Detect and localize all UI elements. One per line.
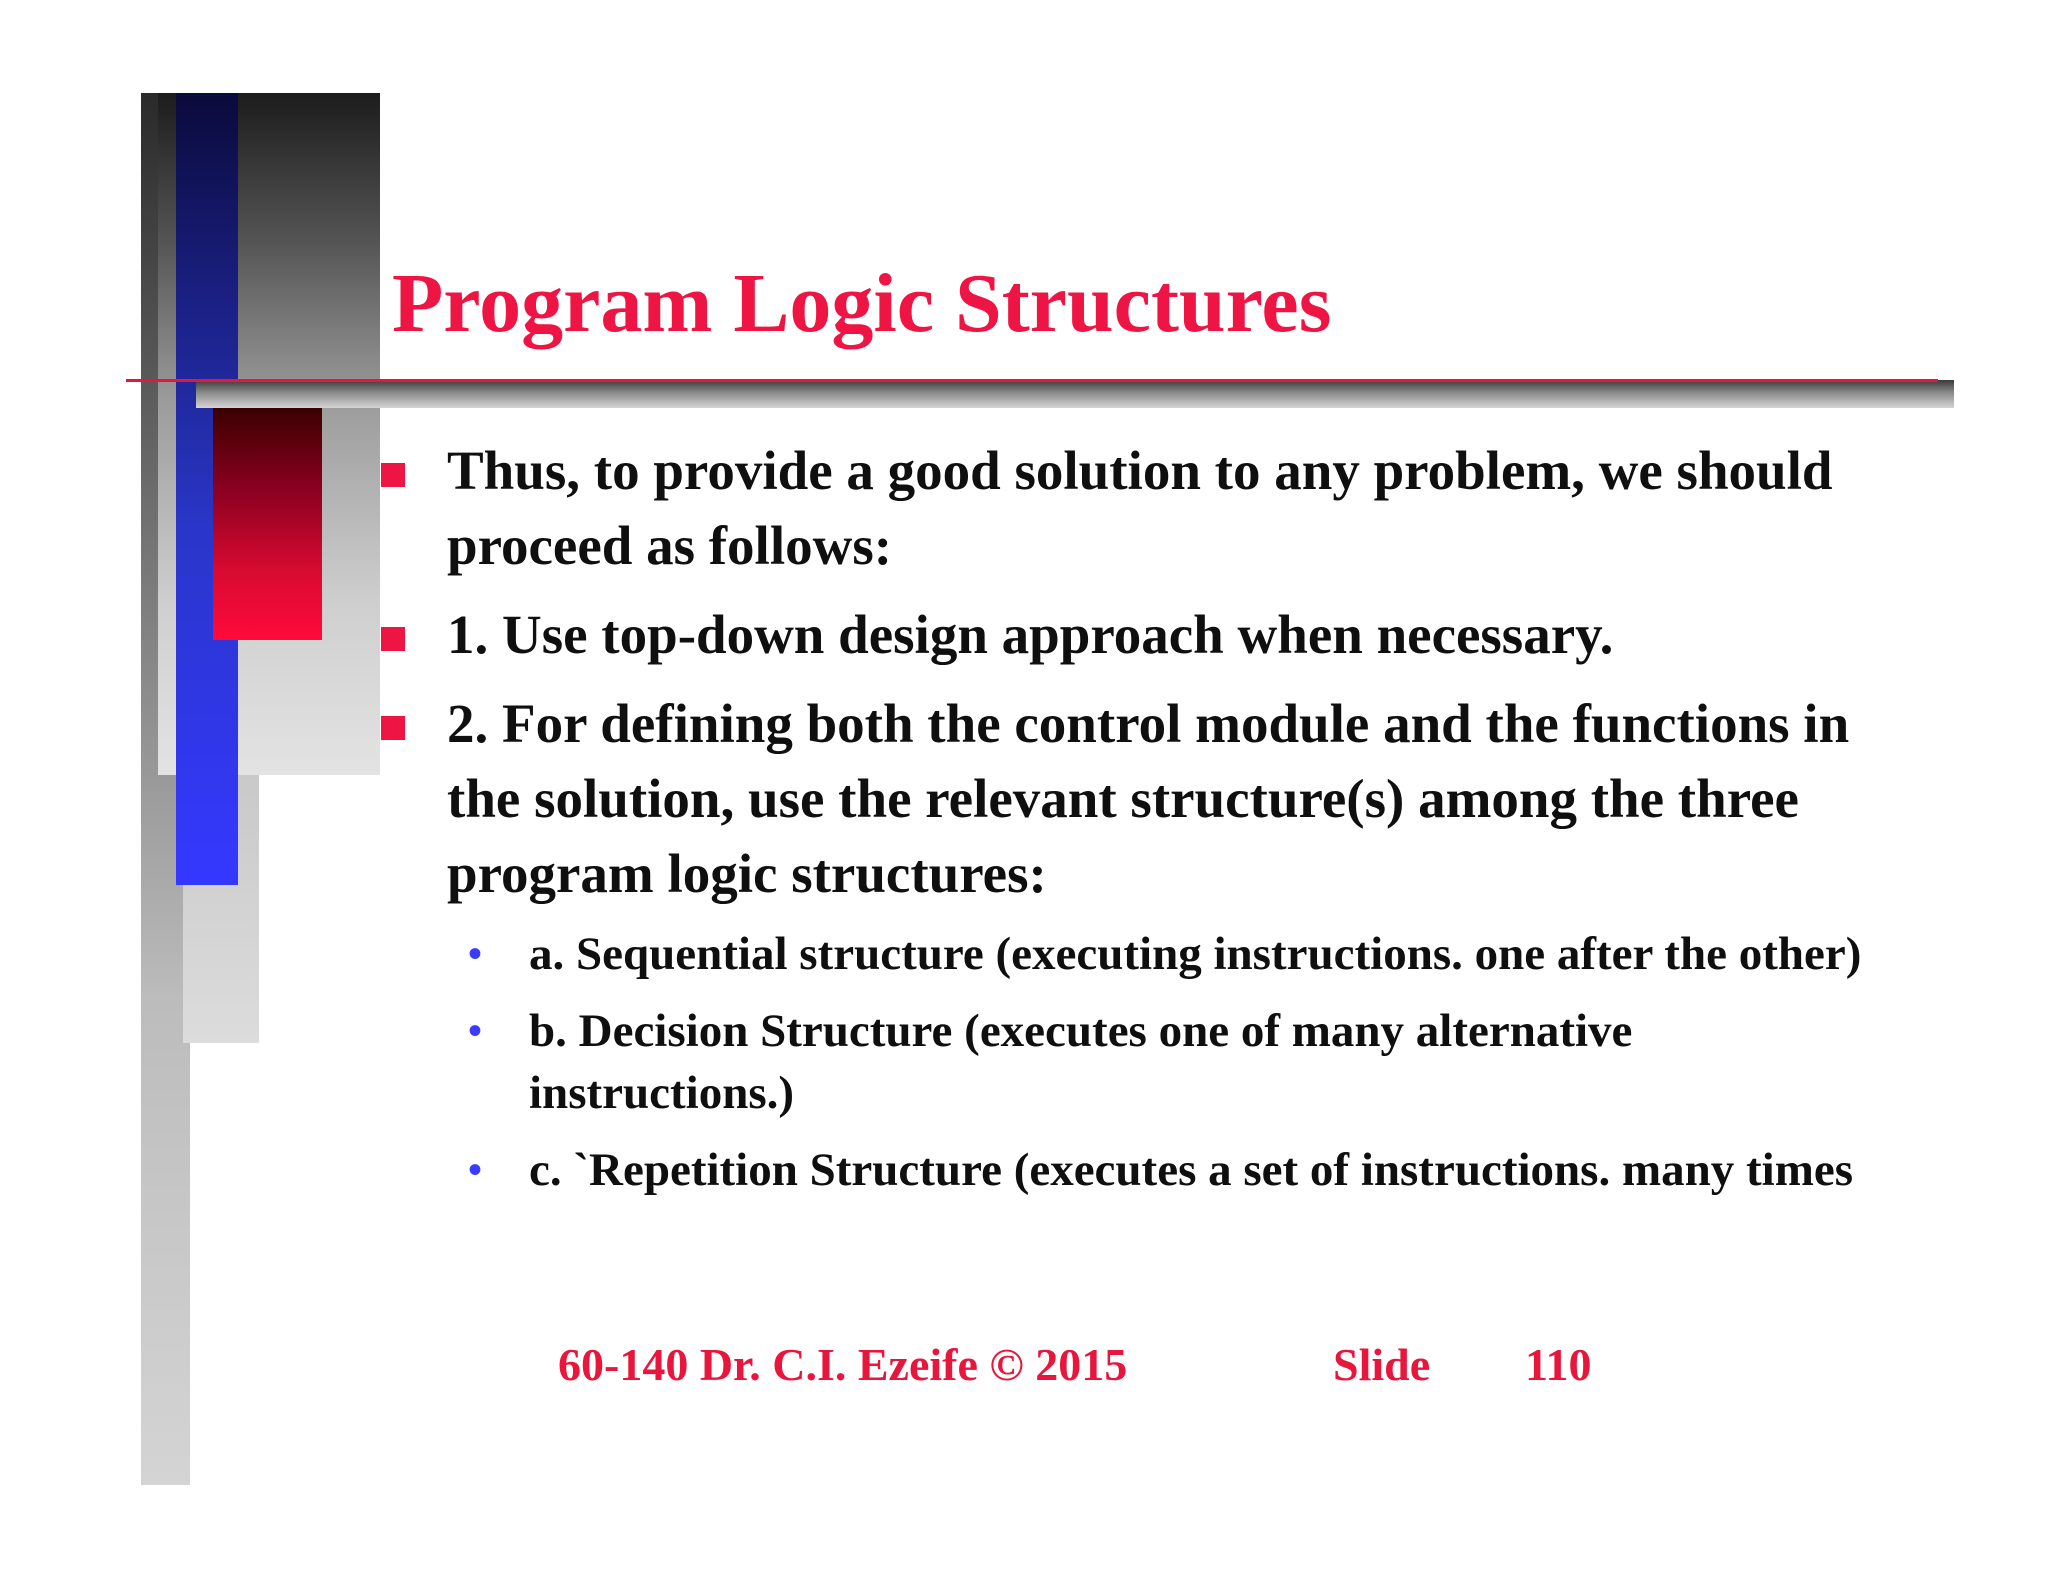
footer-slide-number: 110 [1525,1339,1592,1390]
sub-bullet-item [378,1000,1878,1124]
slide-body [378,433,1878,1216]
round-bullet-icon: • [468,931,483,976]
title-underline [126,379,1938,382]
decorative-red-bar [213,408,322,640]
bullet-text: 1. Use top-down design approach when necessary. [447,604,1614,665]
title-underline-shadow [196,380,1954,408]
sub-bullet-text: b. Decision Structure (executes one of many alternative instructions.) [529,1005,1633,1119]
bullet-item [378,433,1878,583]
round-bullet-icon: • [468,1147,483,1192]
sub-bullet-item [378,923,1878,985]
square-bullet-icon [381,627,405,651]
bullet-text: 2. For defining both the control module and the functions in the solution, use the relevant structure(s) among the three program logic structures: [447,693,1850,904]
footer-course-author: 60-140 Dr. C.I. Ezeife © 2015 [558,1339,1128,1390]
bullet-item [378,686,1878,911]
round-bullet-icon: • [468,1008,483,1053]
bullet-item [378,597,1878,672]
sub-bullet-text: a. Sequential structure (executing instructions. one after the other) [529,928,1862,980]
sub-bullet-text: c. `Repetition Structure (executes a set of instructions. many times [529,1144,1854,1196]
square-bullet-icon [381,463,405,487]
sub-bullet-item [378,1139,1878,1201]
footer-slide-label: Slide [1333,1339,1431,1390]
bullet-text: Thus, to provide a good solution to any problem, we should proceed as follows: [447,440,1833,576]
sub-bullet-list [378,923,1878,1201]
slide-title: Program Logic Structures [392,257,1332,350]
square-bullet-icon [381,716,405,740]
